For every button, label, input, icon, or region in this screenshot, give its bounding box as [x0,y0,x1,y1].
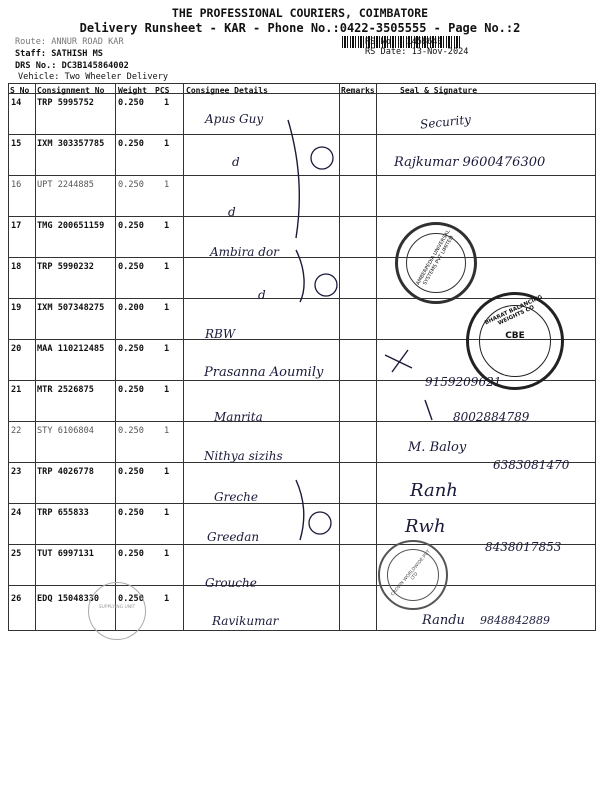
row-sno: 26 [11,594,22,604]
row-consignment: TRP 655833 [37,508,89,518]
row-weight: 0.250 [118,594,144,604]
col-consignment: Consignment No [37,86,105,95]
row-sno: 15 [11,139,22,149]
row-weight: 0.200 [118,303,144,313]
row-sno: 21 [11,385,22,395]
handwriting-signature-24: Rwh [405,516,446,537]
handwriting-consignee-19: RBW [205,327,236,341]
row-pcs: 1 [164,549,170,559]
row-pcs: 1 [164,180,170,190]
col-seal-signature: Seal & Signature [400,86,478,95]
row-sno: 17 [11,221,22,231]
row-consignment: EDQ 15048330 [37,594,100,604]
handwriting-consignee-23: Greche [214,490,258,504]
handwriting-consignee-24: Greedan [207,530,260,544]
handwriting-signature-14: Security [419,112,472,132]
handwriting-consignee-25: Grouche [205,576,257,590]
col-weight: Weight [118,86,147,95]
row-weight: 0.250 [118,385,144,395]
handwriting-consignee-18: d [258,288,266,302]
row-sno: 19 [11,303,22,313]
col-pcs: PCS [155,86,170,95]
col-remarks: Remarks [341,86,375,95]
crown-worldwide-stamp: CROWN WORLDWIDE PVT LTD [378,540,448,610]
row-consignment: TRP 5990232 [37,262,94,272]
row-pcs: 1 [164,344,170,354]
row-weight: 0.250 [118,549,144,559]
amberpedia-stamp: AMBERPEDIA UNIVERSAL SYSTEMS PVT LIMITED [395,222,477,304]
row-consignment: TRP 5995752 [37,98,94,108]
row-weight: 0.250 [118,426,144,436]
row-pcs: 1 [164,508,170,518]
row-sno: 14 [11,98,22,108]
handwriting-phone-24: 8438017853 [485,540,562,554]
row-pcs: 1 [164,385,170,395]
row-consignment: TRP 4026778 [37,467,94,477]
staff-text: Staff: SATHISH MS [15,49,103,59]
col-sno: S No [10,86,30,95]
handwriting-signature-26: Randu [422,613,465,628]
row-weight: 0.250 [118,262,144,272]
rs-date: RS Date: 13-Nov-2024 [365,47,469,57]
vehicle-text: Vehicle: Two Wheeler Delivery [18,72,169,82]
handwriting-phone-26: 9848842889 [480,614,550,627]
row-sno: 20 [11,344,22,354]
row-pcs: 1 [164,98,170,108]
drs-number: DRS No.: DC3B145864002 [15,61,129,71]
handwriting-consignee-20: Prasanna Aoumily [204,365,324,380]
handwriting-phone-20: 9159209621 [425,375,502,389]
row-consignment: STY 6106804 [37,426,94,436]
row-consignment: IXM 507348275 [37,303,105,313]
row-consignment: MTR 2526875 [37,385,94,395]
row-weight: 0.250 [118,508,144,518]
row-pcs: 1 [164,426,170,436]
row-pcs: 1 [164,221,170,231]
row-consignment: TMG 200651159 [37,221,105,231]
handwriting-consignee-26: Ravikumar [212,614,279,628]
row-weight: 0.250 [118,98,144,108]
handwriting-signature-23: Ranh [410,480,458,501]
handwriting-consignee-21: Manrita [214,410,263,424]
handwriting-consignee-14: Apus Guy [205,112,264,126]
handwriting-consignee-22: Nithya sizihs [204,449,283,463]
rs-number: RS No.: 1458640 [365,37,443,47]
row-pcs: 1 [164,139,170,149]
row-sno: 24 [11,508,22,518]
handwriting-signature-22: M. Baloy [408,440,467,455]
bharat-balancing-stamp: BHARAT BALANCING WEIGHTS CO CBE [466,292,564,390]
row-weight: 0.250 [118,221,144,231]
handwriting-consignee-16: d [228,205,236,219]
row-consignment: TUT 6997131 [37,549,94,559]
row-consignment: MAA 110212485 [37,344,105,354]
col-consignee: Consignee Details [186,86,268,95]
row-weight: 0.250 [118,467,144,477]
row-weight: 0.250 [118,139,144,149]
row-pcs: 1 [164,467,170,477]
handwriting-consignee-17: Ambira dor [210,245,279,259]
row-sno: 25 [11,549,22,559]
row-sno: 18 [11,262,22,272]
row-weight: 0.250 [118,180,144,190]
handwriting-phone-21: 8002884789 [453,410,530,424]
row-sno: 16 [11,180,22,190]
faint-stamp: SUPPLYING UNIT [88,582,146,640]
row-pcs: 1 [164,594,170,604]
row-sno: 23 [11,467,22,477]
row-weight: 0.250 [118,344,144,354]
runsheet-title: Delivery Runsheet - KAR - Phone No.:0422-3505555 - Page No.:2 [79,21,521,35]
handwriting-signature-15: Rajkumar 9600476300 [394,155,546,170]
route-text: Route: ANNUR ROAD KAR [15,37,124,47]
handwriting-phone-22: 6383081470 [493,458,570,472]
row-consignment: IXM 303357785 [37,139,105,149]
row-pcs: 1 [164,262,170,272]
row-sno: 22 [11,426,22,436]
row-pcs: 1 [164,303,170,313]
row-consignment: UPT 2244885 [37,180,94,190]
handwriting-consignee-15: d [232,155,240,169]
company-title: THE PROFESSIONAL COURIERS, COIMBATORE [171,6,429,20]
